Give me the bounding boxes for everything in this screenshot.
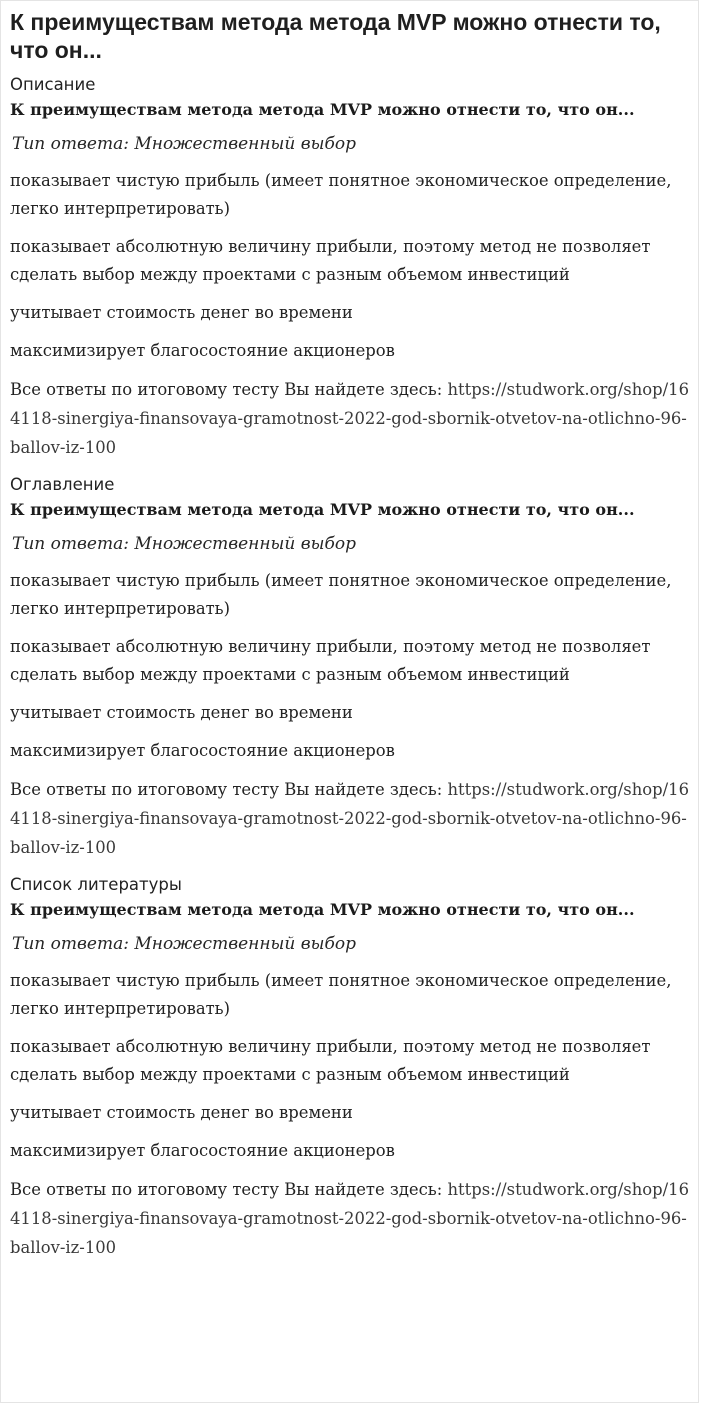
answer-type: Тип ответа: Множественный выбор <box>12 934 356 954</box>
answers-link[interactable]: https://studwork.org/shop/164118-sinergiya-finansovaya-gramotnost-2022-god-sbornik-otvetov-na-otlichno-96-ballov-iz-100 <box>10 780 690 857</box>
answer-option: учитывает стоимость денег во времени <box>10 703 353 722</box>
link-prefix: Все ответы по итоговому тесту Вы найдете здесь: <box>10 1180 448 1199</box>
answer-option: показывает абсолютную величину прибыли, поэтому метод не позволяет сделать выбор между проектами с разным объемом инвестиций <box>10 637 651 684</box>
answer-option: максимизирует благосостояние акционеров <box>10 341 395 360</box>
answer-option: учитывает стоимость денег во времени <box>10 303 353 322</box>
answer-option: показывает абсолютную величину прибыли, поэтому метод не позволяет сделать выбор между проектами с разным объемом инвестиций <box>10 237 651 284</box>
answer-option: показывает абсолютную величину прибыли, поэтому метод не позволяет сделать выбор между проектами с разным объемом инвестиций <box>10 1037 651 1084</box>
answers-link[interactable]: https://studwork.org/shop/164118-sinergiya-finansovaya-gramotnost-2022-god-sbornik-otvetov-na-otlichno-96-ballov-iz-100 <box>10 380 690 457</box>
answer-option: максимизирует благосостояние акционеров <box>10 741 395 760</box>
section-references <box>10 874 690 1262</box>
answer-option: показывает чистую прибыль (имеет понятное экономическое определение, легко интерпретировать) <box>10 171 672 218</box>
section-contents <box>10 474 690 862</box>
section-heading: Оглавление <box>10 475 115 494</box>
answers-link-paragraph <box>10 375 690 462</box>
answer-type: Тип ответа: Множественный выбор <box>12 134 356 154</box>
answers-link[interactable]: https://studwork.org/shop/164118-sinergiya-finansovaya-gramotnost-2022-god-sbornik-otvetov-na-otlichno-96-ballov-iz-100 <box>10 1180 690 1257</box>
section-heading: Описание <box>10 75 96 94</box>
answer-type: Тип ответа: Множественный выбор <box>12 534 356 554</box>
section-description <box>10 74 690 462</box>
question-text: К преимуществам метода метода MVP можно отнести то, что он... <box>10 100 635 119</box>
answers-link-paragraph <box>10 775 690 862</box>
answer-option: показывает чистую прибыль (имеет понятное экономическое определение, легко интерпретировать) <box>10 971 672 1018</box>
page-title: К преимуществам метода метода MVP можно отнести то, что он... <box>10 9 661 63</box>
question-text: К преимуществам метода метода MVP можно отнести то, что он... <box>10 900 635 919</box>
question-text: К преимуществам метода метода MVP можно отнести то, что он... <box>10 500 635 519</box>
answer-option: показывает чистую прибыль (имеет понятное экономическое определение, легко интерпретировать) <box>10 571 672 618</box>
link-prefix: Все ответы по итоговому тесту Вы найдете здесь: <box>10 780 448 799</box>
answer-option: максимизирует благосостояние акционеров <box>10 1141 395 1160</box>
link-prefix: Все ответы по итоговому тесту Вы найдете здесь: <box>10 380 448 399</box>
answers-link-paragraph <box>10 1175 690 1262</box>
answer-option: учитывает стоимость денег во времени <box>10 1103 353 1122</box>
section-heading: Список литературы <box>10 875 182 894</box>
